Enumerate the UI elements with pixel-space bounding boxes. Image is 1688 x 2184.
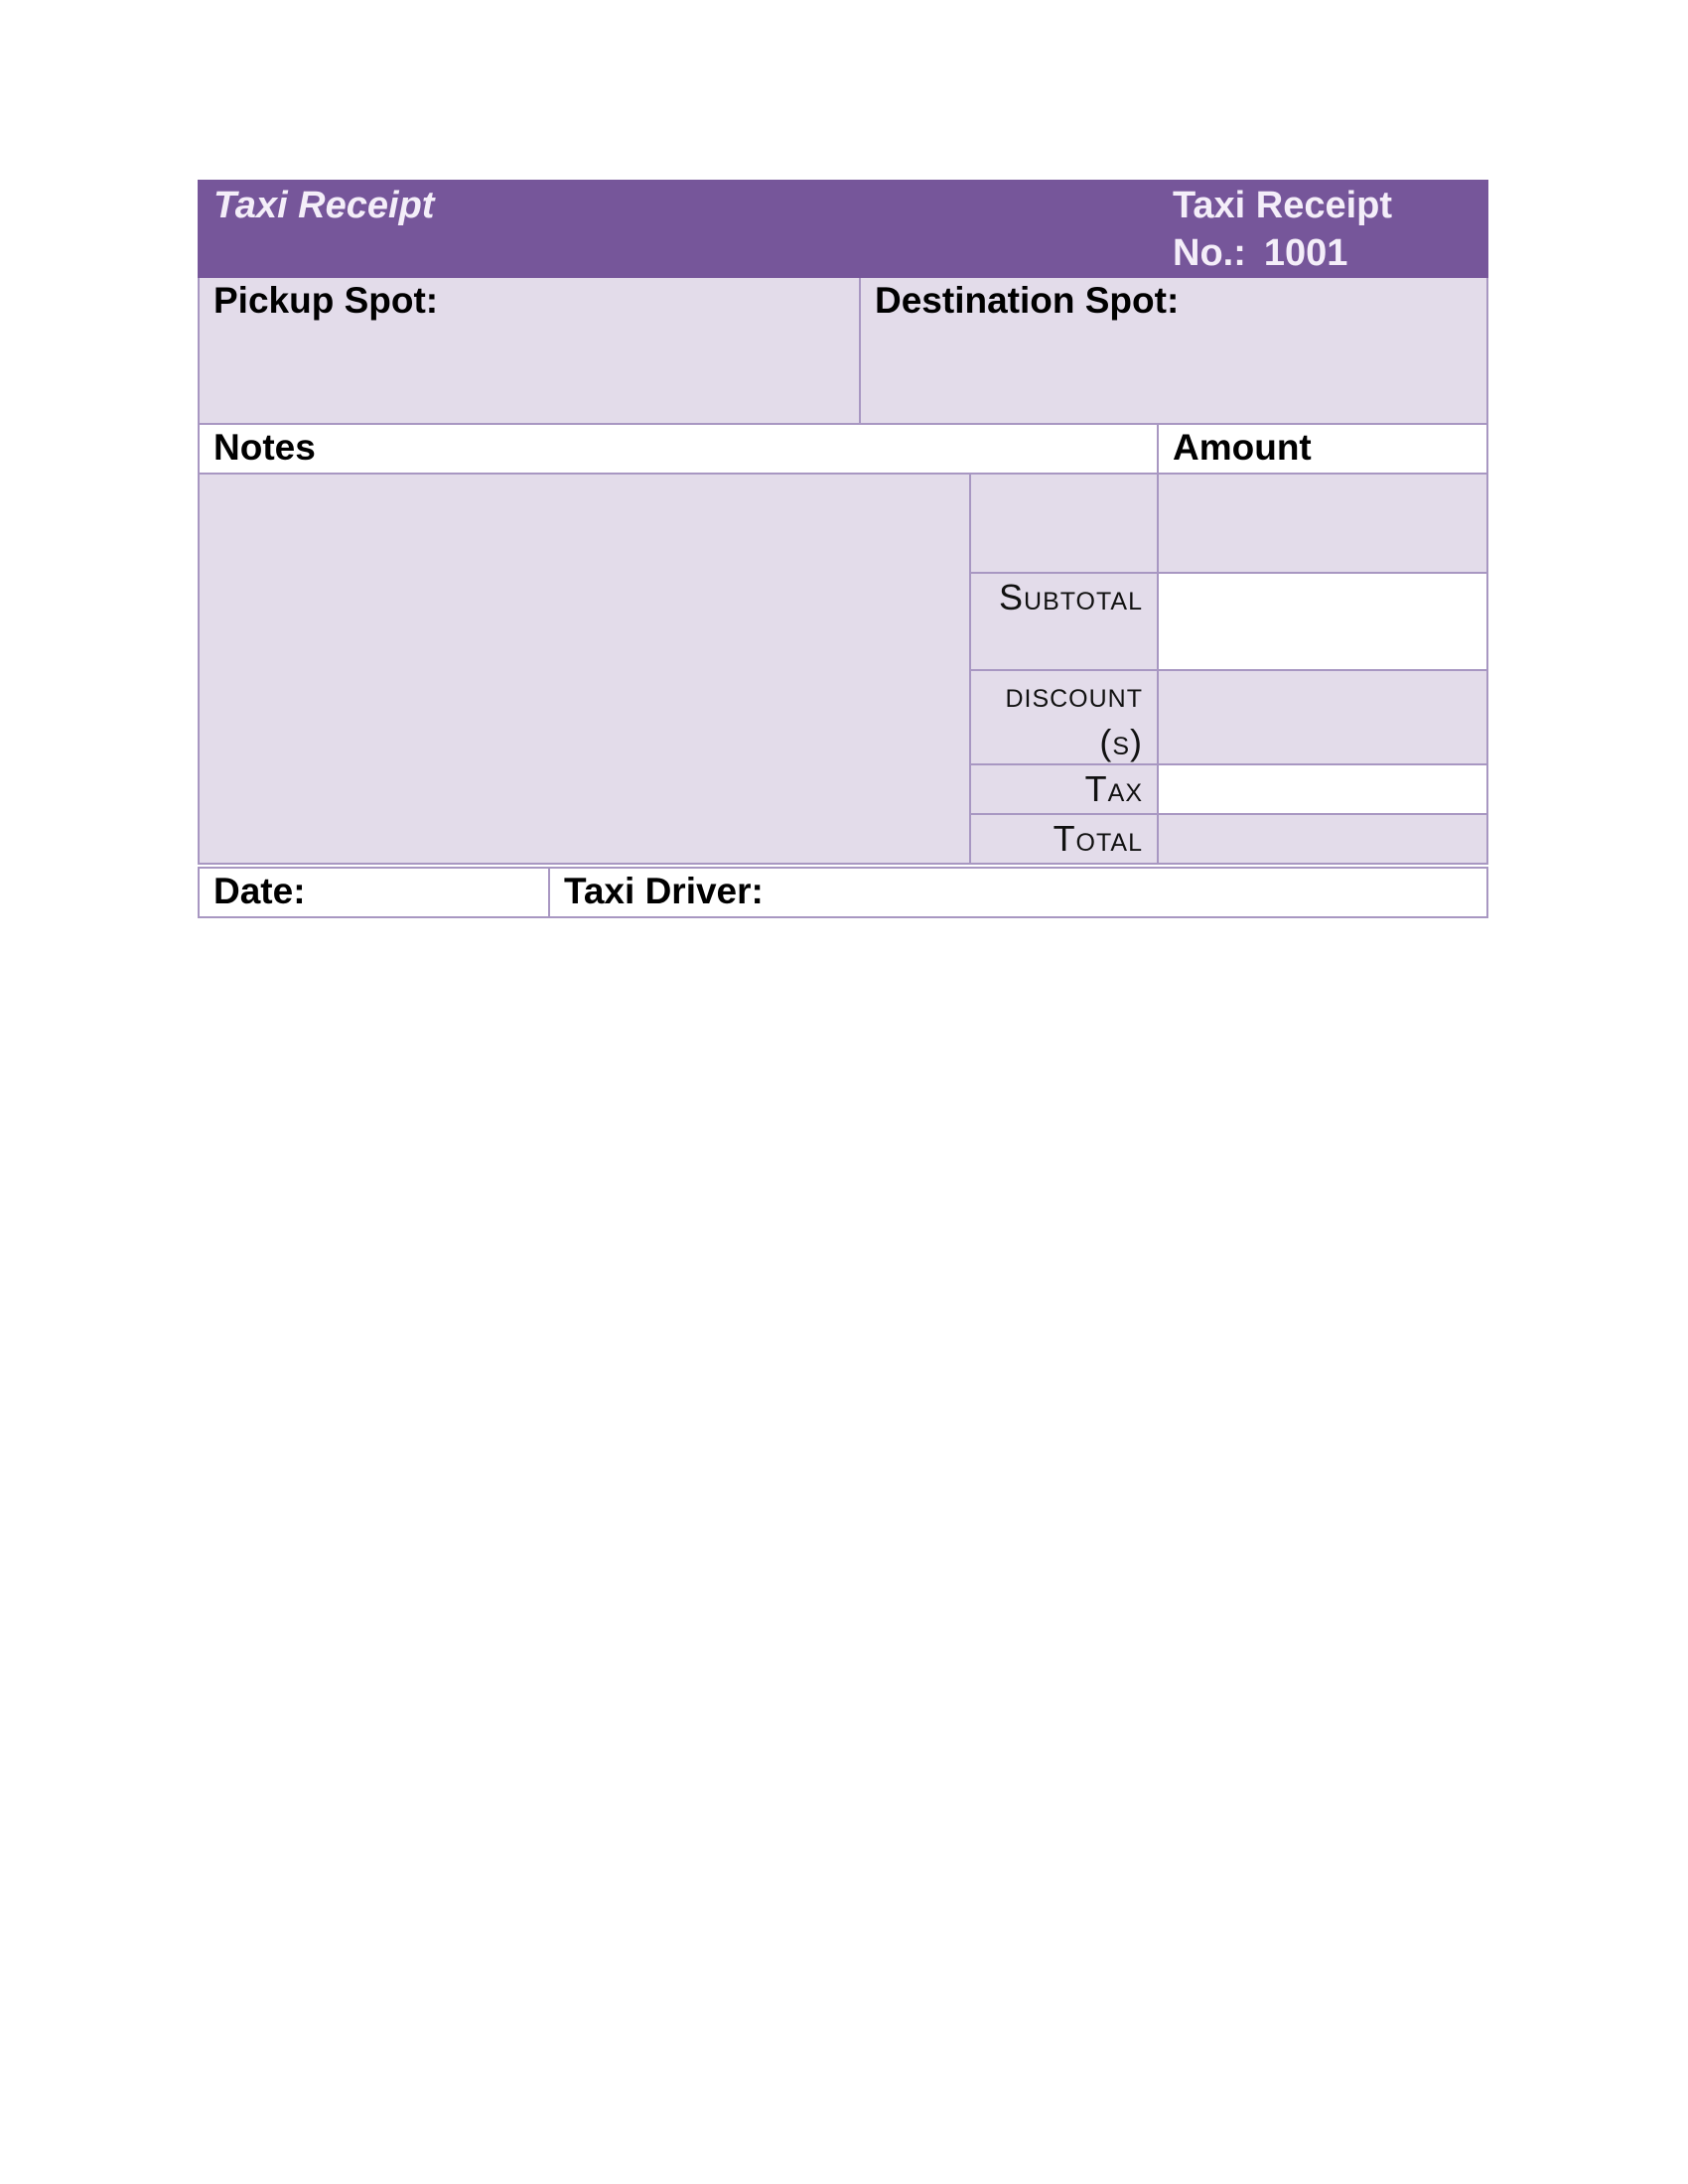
subtotal-amount-field[interactable] — [1159, 574, 1486, 669]
amount-row-item — [971, 475, 1486, 574]
taxi-driver-label: Taxi Driver: — [564, 871, 764, 911]
receipt-title: Taxi Receipt — [213, 185, 435, 226]
footer-row — [198, 867, 1488, 918]
tax-amount-field[interactable] — [1159, 765, 1486, 813]
receipt-number-no-label: No.: — [1173, 232, 1246, 274]
date-field[interactable] — [200, 869, 550, 916]
total-amount-field[interactable] — [1159, 815, 1486, 863]
receipt-number-block — [1173, 182, 1471, 277]
destination-spot-field[interactable] — [861, 278, 1486, 423]
discounts-label: discount(s) — [971, 671, 1159, 763]
notes-header: Notes — [200, 425, 1159, 473]
pickup-spot-label: Pickup Spot: — [213, 280, 439, 321]
subtotal-label: Subtotal — [971, 574, 1159, 669]
taxi-receipt — [198, 180, 1488, 918]
amount-header: Amount — [1173, 427, 1312, 468]
receipt-number-label: Taxi Receipt — [1173, 185, 1393, 226]
destination-spot-label: Destination Spot: — [875, 280, 1180, 321]
notes-field[interactable] — [200, 475, 971, 863]
total-row — [971, 815, 1486, 863]
locations-row — [198, 278, 1488, 425]
table-header-row — [198, 425, 1488, 475]
discounts-amount-field[interactable] — [1159, 671, 1486, 763]
tax-row — [971, 765, 1486, 815]
item-label-cell — [971, 475, 1159, 572]
date-label: Date: — [213, 871, 306, 911]
table-body — [198, 475, 1488, 865]
taxi-driver-field[interactable] — [550, 869, 1486, 916]
tax-label: Tax — [971, 765, 1159, 813]
receipt-number-value: 1001 — [1263, 232, 1348, 274]
receipt-header — [198, 180, 1488, 278]
item-amount-field[interactable] — [1159, 475, 1486, 572]
subtotal-row — [971, 574, 1486, 671]
discounts-row — [971, 671, 1486, 765]
pickup-spot-field[interactable] — [200, 278, 861, 423]
total-label: Total — [971, 815, 1159, 863]
